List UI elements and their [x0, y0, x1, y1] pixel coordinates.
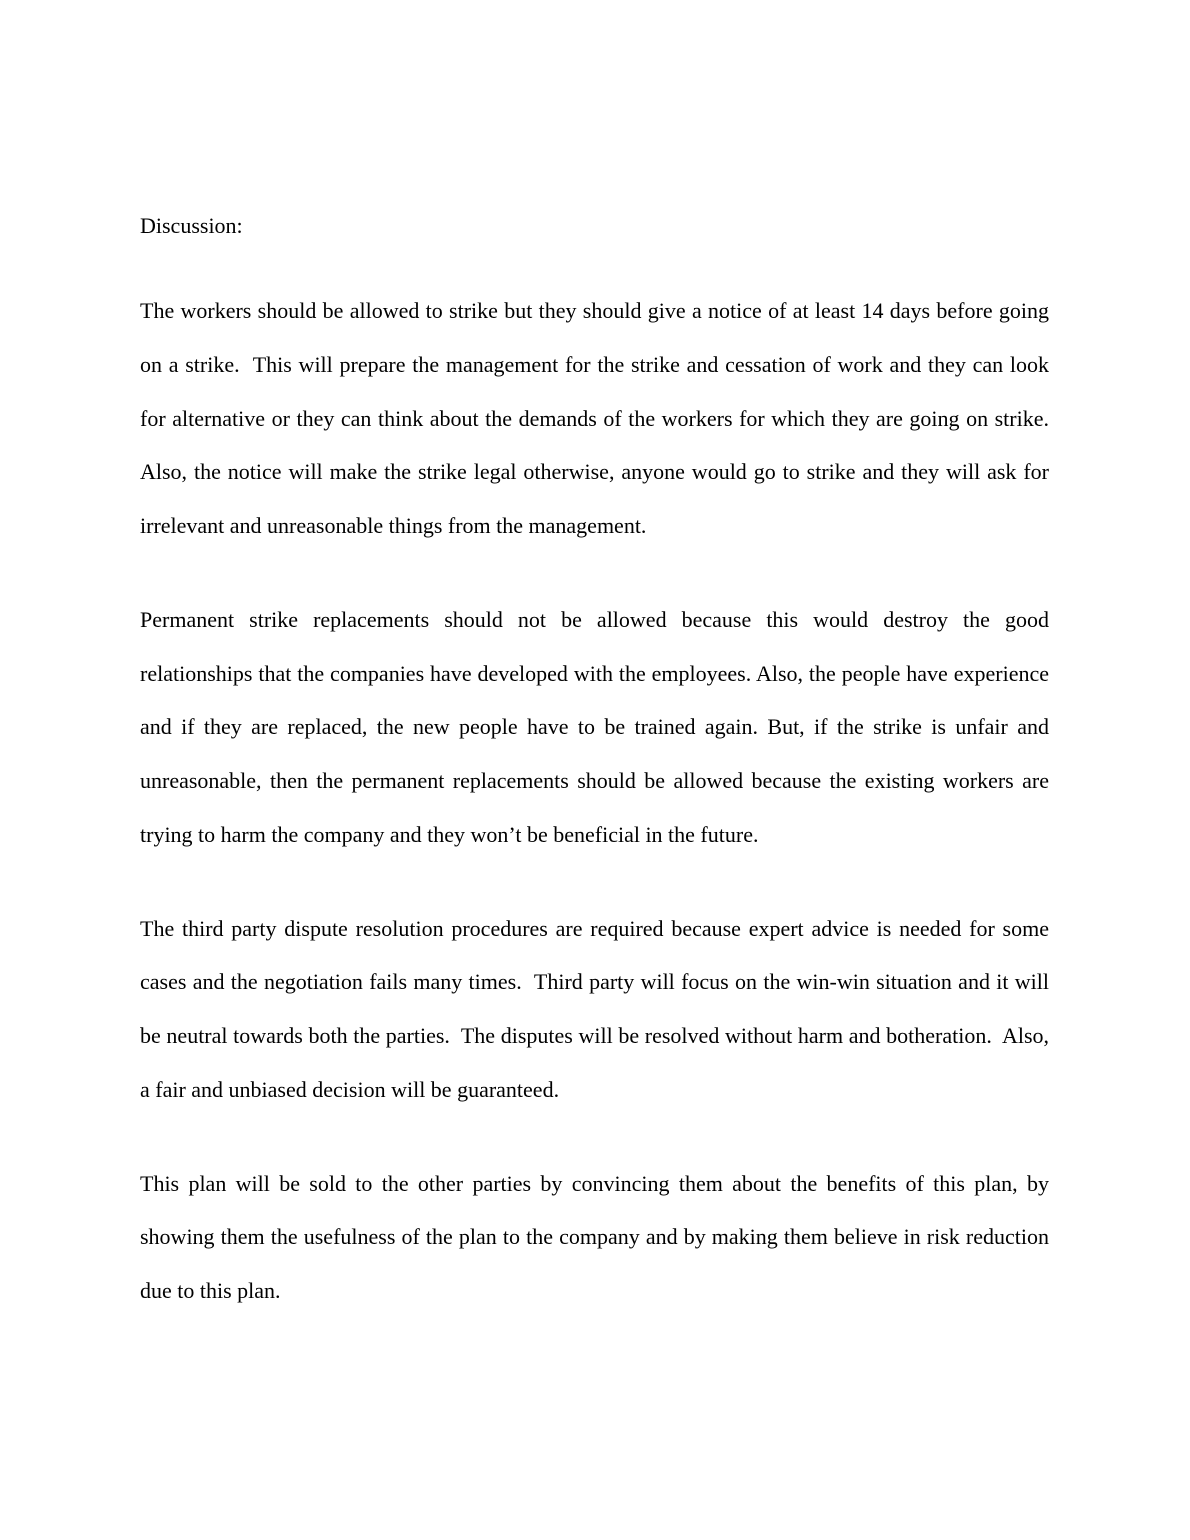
section-heading: Discussion: [140, 213, 243, 238]
paragraph-permanent-replacements: Permanent strike replacements should not be allowed because this would destroy the good relationships that the companies have developed with the employees. Also, the people have experience and if they are replaced, the new people have to be trained again. But, if the strike is unfair and unreasonable, then the permanent replacements should be allowed because the existing workers are trying to harm the company and they won’t be beneficial in the future. [140, 606, 1055, 847]
paragraph-selling-the-plan: This plan will be sold to the other parties by convincing them about the benefits of this plan, by showing them the usefulness of the plan to the company and by making them believe in risk reduction due to this plan. [140, 1170, 1055, 1303]
paragraph-third-party-resolution: The third party dispute resolution procedures are required because expert advice is needed for some cases and the negotiation fails many times. Third party will focus on the win-win situation and it will be neutral towards both the parties. The disputes will be resolved without harm and botheration. Also, a fair and unbiased decision will be guaranteed. [140, 915, 1060, 1102]
paragraph-strike-notice: The workers should be allowed to strike but they should give a notice of at least 14 days before going on a strike. This will prepare the management for the strike and cessation of work and they can look for alternative or they can think about the demands of the workers for which they are going on strike. Also, the notice will make the strike legal otherwise, anyone would go to strike and they will ask for irrelevant and unreasonable things from the management. [140, 298, 1055, 538]
document-body [140, 210, 1060, 1318]
